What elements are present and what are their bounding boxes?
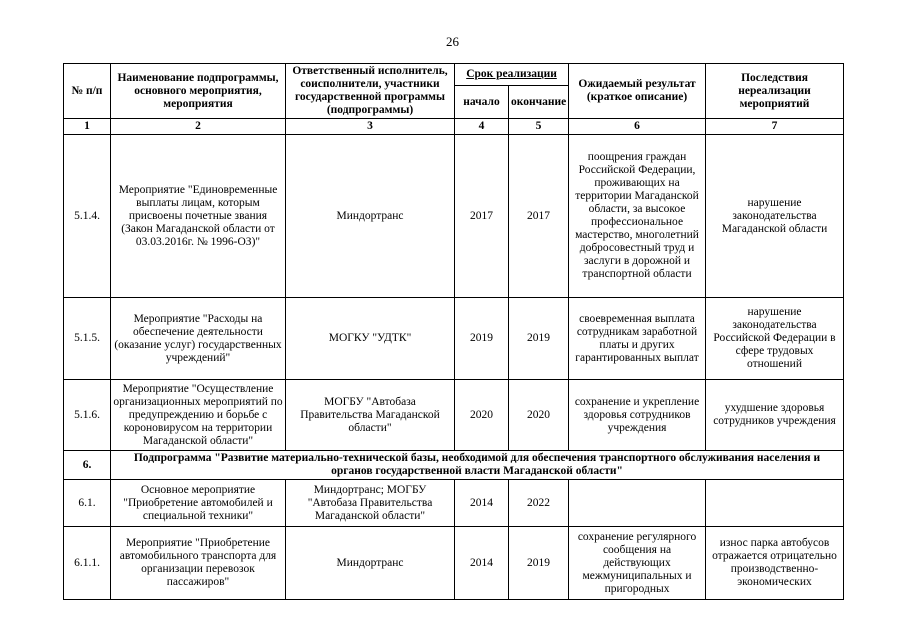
row-executor: Миндортранс	[286, 135, 455, 298]
header-start: начало	[455, 86, 509, 119]
row-name: Мероприятие "Расходы на обеспечение деятельности (оказание услуг) государственных учреждений"	[111, 298, 286, 380]
section-row	[64, 451, 844, 480]
row-result: своевременная выплата сотрудникам заработной платы и других гарантированных выплат	[569, 298, 706, 380]
row-number: 6.1.1.	[64, 527, 111, 600]
column-number: 4	[455, 119, 509, 135]
header-term: Срок реализации	[455, 64, 569, 86]
row-end: 2017	[509, 135, 569, 298]
header-executor: Ответственный исполнитель, соисполнители, участники государственной программы (подпрограммы)	[286, 64, 455, 119]
header-result: Ожидаемый результат (краткое описание)	[569, 64, 706, 119]
row-result: сохранение регулярного сообщения на действующих межмуниципальных и пригородных	[569, 527, 706, 600]
section-title: Подпрограмма "Развитие материально-технической базы, необходимой для обеспечения транспортного обслуживания населения и органов государственной власти Магаданской области"	[111, 451, 844, 480]
row-executor: Миндортранс; МОГБУ "Автобаза Правительства Магаданской области"	[286, 480, 455, 527]
table-row	[64, 298, 844, 380]
row-executor: МОГКУ "УДТК"	[286, 298, 455, 380]
row-start: 2019	[455, 298, 509, 380]
row-start: 2014	[455, 480, 509, 527]
row-number: 5.1.4.	[64, 135, 111, 298]
row-result: сохранение и укрепление здоровья сотрудников учреждения	[569, 380, 706, 451]
row-consequence: нарушение законодательства Магаданской области	[706, 135, 844, 298]
row-name: Основное мероприятие "Приобретение автомобилей и специальной техники"	[111, 480, 286, 527]
section-number: 6.	[64, 451, 111, 480]
row-number: 6.1.	[64, 480, 111, 527]
row-name: Мероприятие "Осуществление организационных мероприятий по предупреждению и борьбе с короновирусом на территории Магаданской области"	[111, 380, 286, 451]
column-number: 1	[64, 119, 111, 135]
row-result: поощрения граждан Российской Федерации, проживающих на территории Магаданской области, за высокое профессиональное мастерство, многолетний добросовестный труд и заслуги в дорожной и транспортной области	[569, 135, 706, 298]
table-row	[64, 380, 844, 451]
row-start: 2020	[455, 380, 509, 451]
row-executor: МОГБУ "Автобаза Правительства Магаданской области"	[286, 380, 455, 451]
header-name: Наименование подпрограммы, основного мероприятия, мероприятия	[111, 64, 286, 119]
table-row	[64, 527, 844, 600]
row-end: 2019	[509, 298, 569, 380]
row-consequence: износ парка автобусов отражается отрицательно производственно-экономических	[706, 527, 844, 600]
header-end: окончание	[509, 86, 569, 119]
column-number: 2	[111, 119, 286, 135]
table-row	[64, 480, 844, 527]
row-number: 5.1.5.	[64, 298, 111, 380]
row-name: Мероприятие "Единовременные выплаты лицам, которым присвоены почетные звания (Закон Магаданской области от 03.03.2016г. № 1996-ОЗ)"	[111, 135, 286, 298]
column-number: 5	[509, 119, 569, 135]
header-consequence: Последствия нереализации мероприятий	[706, 64, 844, 119]
row-name: Мероприятие "Приобретение автомобильного транспорта для организации перевозок пассажиров"	[111, 527, 286, 600]
table-row	[64, 135, 844, 298]
row-end: 2020	[509, 380, 569, 451]
program-table	[63, 63, 844, 600]
row-end: 2019	[509, 527, 569, 600]
header-number: № п/п	[64, 64, 111, 119]
row-start: 2014	[455, 527, 509, 600]
column-number: 7	[706, 119, 844, 135]
row-number: 5.1.6.	[64, 380, 111, 451]
row-consequence: нарушение законодательства Российской Федерации в сфере трудовых отношений	[706, 298, 844, 380]
row-end: 2022	[509, 480, 569, 527]
row-executor: Миндортранс	[286, 527, 455, 600]
row-start: 2017	[455, 135, 509, 298]
row-result	[569, 480, 706, 527]
row-consequence	[706, 480, 844, 527]
row-consequence: ухудшение здоровья сотрудников учреждения	[706, 380, 844, 451]
page-number: 26	[446, 34, 459, 49]
column-number: 3	[286, 119, 455, 135]
column-number: 6	[569, 119, 706, 135]
